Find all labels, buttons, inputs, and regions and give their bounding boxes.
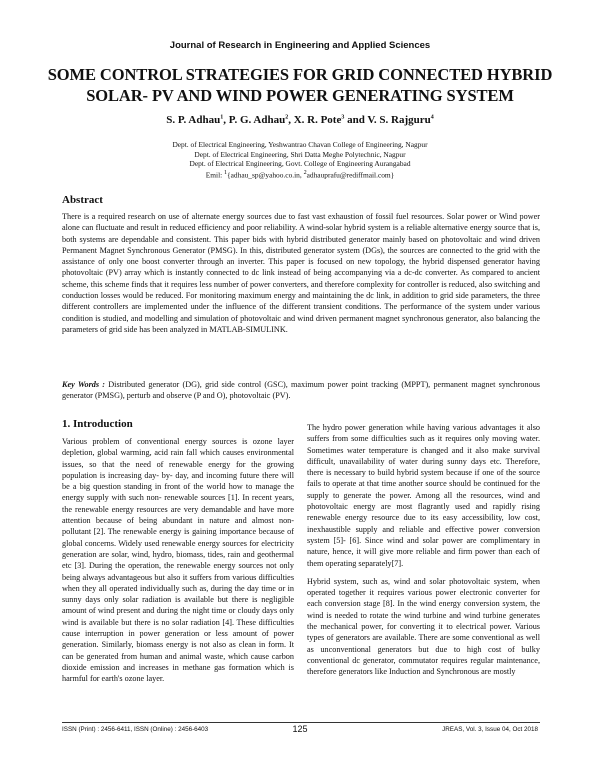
author-name: P. G. Adhau [228, 114, 286, 126]
right-column [307, 422, 540, 685]
affiliation-line: Dept. of Electrical Engineering, Shri Datta Meghe Polytechnic, Nagpur [194, 149, 406, 159]
journal-header: Journal of Research in Engineering and Applied Sciences [169, 40, 431, 51]
section-heading-introduction: 1. Introduction [62, 418, 133, 430]
author-separator: and [344, 114, 368, 126]
affiliation-line: Dept. of Electrical Engineering, Yeshwantrao Chavan College of Engineering, Nagpur [172, 140, 428, 149]
paper-title [20, 64, 580, 106]
affiliations [0, 140, 600, 180]
affiliation-line: Dept. of Electrical Engineering, Govt. College of Engineering Aurangabad [189, 159, 411, 169]
email-sup: 1 [224, 169, 228, 176]
keywords [62, 379, 540, 402]
footer-journal-info: JREAS, Vol. 3, Issue 04, Oct 2018 [442, 726, 538, 733]
keywords-text: Distributed generator (DG), grid side control (GSC), maximum power point tracking (MPPT), permanent magnet synchronous generator (PMSG), perturb and observe (P and O), photovoltaic (PV). [62, 380, 540, 401]
author-sup: 4 [430, 114, 434, 121]
author-list [0, 114, 600, 126]
footer-issn: ISSN (Print) : 2456-6411, ISSN (Online) : 2456-6403 [62, 726, 209, 733]
author-sup: 2 [285, 114, 289, 121]
email-sup: 2 [303, 169, 307, 176]
left-column [62, 436, 294, 692]
author-name: X. R. Pote [293, 114, 342, 126]
email-text: adhauprafu@rediffmail.com} [306, 170, 395, 180]
title-line-2: SOLAR- PV AND WIND POWER GENERATING SYSTEM [86, 86, 514, 105]
keywords-label: Key Words : [62, 380, 106, 389]
paragraph: Various problem of conventional energy sources is ozone layer depletion, global warming, acid rain fall which causes environmental issues, so that the need of renewable energy for the growing population is increasing day- by- day, and incoming future there will be a big question standing in front of the world how to manage the energy supply with such non- renewable sources [1]. In recent years, the renewable energy resources are very demandable and have more attention because of being abundant in nature and almost non-pollutant [2]. The renewable energy is gaining importance because of global concerns. Widely used renewable energy sources for electricity generation are solar, wind, hydro, biomass, tides, rain and geothermal etc [3]. During the operation, the renewable energy sources not only being always advantageous but also it suffers from various difficulties when they all operated individually such as, during the day time or in sunny days only solar radiation is available but there is negligible amount of wind present and during the night time or cloudy days only wind is available but there is no solar radiation [4]. These difficulties cause interruption in power generation or less amount of power generation. Similarly, biomass energy is not also as clean in form. It can be generated from human and animal waste, which cause carbon dioxide emission and increases in methane gas formation which is harmful for earth's ozone layer. [62, 437, 294, 684]
paragraph: The hydro power generation while having various advantages it also suffers from some difficulties such as it requires only moving water. Sometimes water temperature is changed and it also make survival difficult, unavailability of water during sunny days etc. Therefore, there is necessary to build hybrid system because if one of the source fails to operate at that time another source should be continued for the supply to generate the power. Among all the resources, wind and photovoltaic energy are most flagrantly used and rapidly rising renewable energy resource due to its easy accessibility, low cost, inexhaustible supply and reliable and effective power conversion system [5]- [6]. Since wind and solar power are complimentary in nature, hence, it will give more reliable and firm power than each of them operating separately[7]. [307, 423, 540, 568]
email-text: {adhau_sp@yahoo.co.in, [227, 170, 304, 180]
author-separator: , [288, 114, 294, 126]
author-sup: 1 [220, 114, 224, 121]
email-line [0, 169, 600, 180]
paragraph: Hybrid system, such as, wind and solar photovoltaic system, when operated together it requires various power electronic converter for each conversion stage [8]. In the wind energy conversion system, the wind is needed to rotate the wind turbine and wind turbine generates the mechanical power, for converting it to electrical power. Various types of generators are available. There are some conventional as well as unconventional generators but due to high cost of bulky conventional dc generator, commutator requires regular maintenance, therefore generators like Induction and Synchronous are mostly [307, 576, 540, 677]
page-number: 125 [292, 724, 308, 734]
abstract-heading: Abstract [62, 194, 103, 206]
author-name: S. P. Adhau [166, 114, 221, 126]
author-separator: , [223, 114, 229, 126]
email-prefix: Emil: [205, 170, 225, 180]
author-sup: 3 [341, 114, 345, 121]
abstract-body: There is a required research on use of alternate energy sources due to fast vast exhaustion of fossil fuel resources. Solar power or Wind power alone can fluctuate and result in reduced efficiency and poor reliability. A wind-solar hybrid system is a reliable alternative energy source that is, both systems are dependable and consistent. This paper bids with hybrid distributed generator mainly based on photovoltaic and wind driven Permanent Magnet Synchronous Generator (PMSG). In this, distributed generator system (DGs), the sources are connected to the grid with the assistance of only one boost converter through an inverter. This paper is focused on new topology, the hybrid dispensed generator having photovoltaic (PV) array which is instantly connected to dc link instead of being accompanying via a dc-dc converter. As compared to ancient scheme, this scheme finds that it requires less number of power converters, and therefore complexity for controller is reduced, also switching and conduction losses would be reduced. For monitoring maximum energy and maintaining the dc link, in addition to grid side parameters, the three different controllers are implemented under the influence of the different transient conditions. The performance of the system under various condition is studied, and modelling and simulation of photovoltaic and wind driven permanent magnet synchronous generator, also balancing the parameters of grid side has been analyzed in MATLAB-SIMULINK. [62, 212, 540, 334]
title-line-1: SOME CONTROL STRATEGIES FOR GRID CONNECTED HYBRID [47, 65, 553, 84]
author-name: V. S. Rajguru [367, 114, 431, 126]
